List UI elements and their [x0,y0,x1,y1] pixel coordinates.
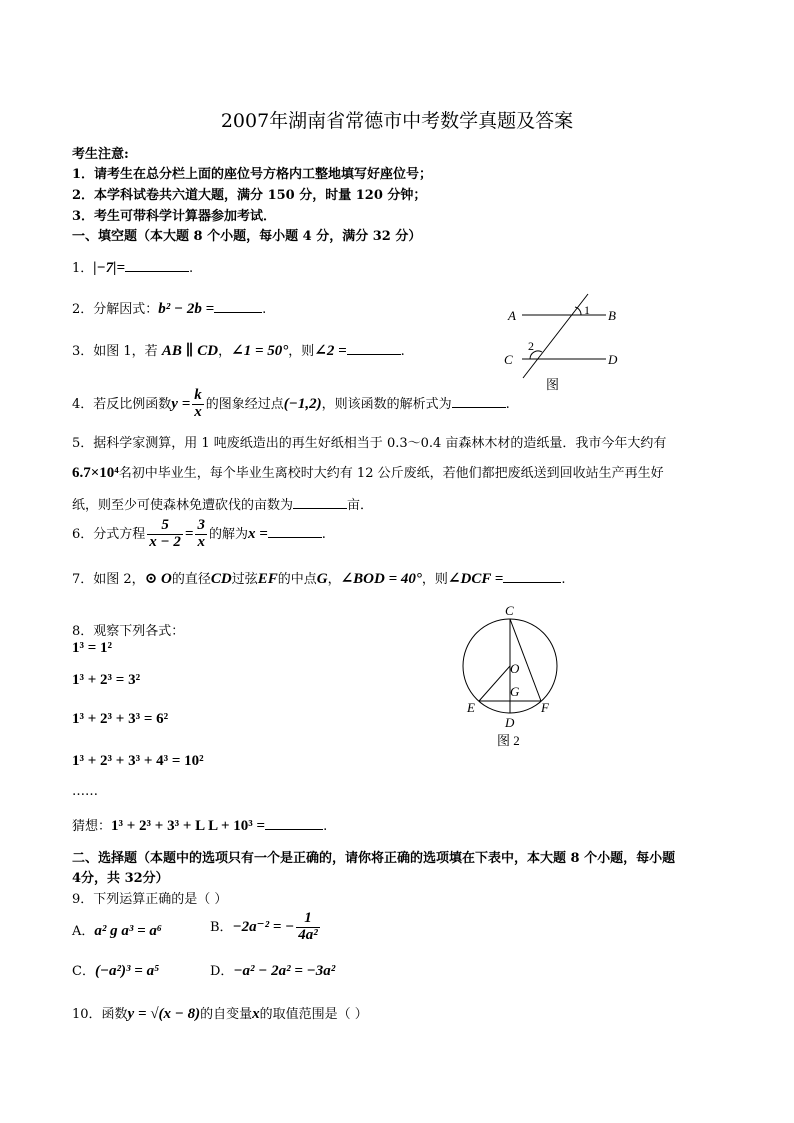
q7-ef: EF [257,571,278,587]
q7-g: G [316,571,328,587]
q2-text: 2．分解因式： [72,302,159,317]
question-6 [72,518,326,551]
q9-c-label: C． [72,964,95,979]
q10-text: 10．函数 [72,1007,128,1022]
figure-2-caption: 图 2 [497,733,520,748]
q9-option-b [210,911,322,944]
q5-text-2: 名初中毕业生，每个毕业生离校时大约有 12 公斤废纸，若他们都把废纸送到回收站生产再生好 [118,466,664,481]
q7-tail: . [561,572,566,587]
q9-option-c [72,960,159,980]
q4-text-3: ，则该函数的解析式为 [321,396,452,412]
question-1 [72,257,193,277]
q9-d-label: D． [210,964,234,979]
q6-fraction-2 [195,518,207,551]
q7-circle: ⊙ O [144,571,172,587]
label-angle-2: 2 [528,339,534,353]
q6-tail: . [321,526,326,542]
label-d2: D [505,715,515,730]
q9-stem: 9．下列运算正确的是（ ） [72,892,228,907]
question-2 [72,298,266,318]
q6-text: 6．分式方程 [72,526,146,542]
q5-text-3: 纸，则至少可使森林免遭砍伐的亩数为 [72,498,294,513]
q7-answer-blank [503,570,561,583]
q7-cd: CD [210,571,232,587]
q8-line-1: 1³ = 1² [72,640,113,656]
q5-line-1: 5．据科学家测算，用 1 吨废纸造出的再生好纸相当于 0.3～0.4 亩森林木材的造纸量．我市今年大约有 [72,436,667,451]
q8-dots: …… [72,784,98,799]
q6-f1-numerator: 5 [147,518,183,535]
label-c2: C [505,603,514,618]
q3-parallel: AB ∥ CD [161,343,219,359]
q4-tail: . [505,396,510,412]
q4-numerator: k [194,387,202,403]
label-angle-1: 1 [584,303,590,317]
q8-answer-blank [265,817,323,830]
q10-tail: 的取值范围是（ ） [259,1007,368,1022]
q9-b-fraction [296,911,320,944]
notice-item-2: 2．本学科试卷共六道大题，满分 150 分，时量 120 分钟； [72,188,427,203]
q5-line-2 [72,462,664,482]
q5-tail: 亩． [347,498,374,513]
notice-heading: 考生注意: [72,147,129,162]
q7-text: 7．如图 2， [72,572,145,587]
q6-fraction-1 [147,518,183,551]
label-g: G [510,684,520,699]
angle1-arc [575,307,581,315]
q5-answer-blank [293,496,347,509]
q7-text-5: ，则 [421,572,448,587]
q6-answer-blank [268,525,322,538]
q8-line-3: 1³ + 2³ + 3³ = 6² [72,711,169,727]
q8-line-2: 1³ + 2³ = 3² [72,672,141,688]
q6-text-2: 的解为 [208,526,248,542]
q9-d-expr: −a² − 2a² = −3a² [233,963,336,979]
q8-guess-expr: 1³ + 2³ + 3³ + L L + 10³ = [111,818,266,834]
label-b: B [608,308,616,323]
q9-b-label: B． [210,919,233,935]
q3-angle1: ∠1 = 50° [231,343,289,359]
question-7 [72,568,566,588]
label-a: A [508,308,516,323]
q8-guess [72,815,327,835]
q3-answer-blank [347,342,401,355]
figure-2 [455,600,575,750]
q9-b-denominator: 4a² [298,926,318,943]
figure-1 [500,290,630,395]
q10-expression: y = √(x − 8) [127,1006,201,1022]
q1-tail: . [189,261,194,276]
label-f: F [541,700,549,715]
q9-a-expr: a² g a³ = a⁶ [94,923,163,939]
q7-text-4: 的中点 [277,572,317,587]
q7-sep: ， [327,572,341,587]
q4-fraction [192,388,204,421]
label-o: O [510,661,520,676]
q7-text-2: 的直径 [171,572,211,587]
q6-equals: = [184,525,194,542]
page-title: 2007年湖南省常德市中考数学真题及答案 [220,110,574,132]
q9-b-numerator: 1 [296,911,320,928]
q1-number: 1． [72,261,94,276]
q6-x: x = [247,525,268,542]
q8-tail: . [323,819,328,834]
q3-tail: . [400,344,405,359]
section1-heading: 一、填空题（本大题 8 个小题，每小题 4 分，满分 32 分） [72,229,422,244]
notice-item-1: 1．请考生在总分栏上面的座位号方格内工整地填写好座位号； [72,167,433,182]
transversal [523,294,588,378]
q9-option-d [210,960,335,980]
segment-oe [479,666,510,701]
q9-b-expr: −2a⁻² = − [232,918,295,935]
q3-sep: ， [218,344,232,359]
label-e: E [467,700,475,715]
q4-point: (−1,2) [283,395,322,412]
q2-answer-blank [214,300,262,313]
q4-answer-blank [452,395,506,408]
q9-c-expr: (−a²)³ = a⁵ [94,963,160,979]
question-10 [72,1003,368,1023]
q6-f2-denominator: x [197,533,205,550]
q3-angle2: ∠2 = [314,343,347,359]
question-4 [72,388,510,421]
q9-a-label: A． [72,924,95,939]
q6-f1-denominator: x − 2 [149,533,181,550]
q1-expression: |−7|= [93,260,126,276]
q6-f2-numerator: 3 [197,517,205,533]
q2-tail: . [262,302,267,317]
q10-x: x [252,1006,260,1022]
q8-intro: 8．观察下列各式： [72,624,185,639]
q3-text: 3．如图 1，若 [72,344,158,359]
label-c: C [504,352,513,367]
section2-heading-1: 二、选择题（本题中的选项只有一个是正确的，请你将正确的选项填在下表中，本大题 8 个小题，每小题 [72,851,676,866]
q9-option-a [72,920,162,940]
section2-heading-2: 4分，共 32分） [72,871,169,886]
question-3 [72,340,405,360]
q3-then: ，则 [288,344,315,359]
q1-answer-blank [125,259,189,272]
q4-denominator: x [194,403,202,420]
q8-guess-label: 猜想： [72,819,112,834]
q8-line-4: 1³ + 2³ + 3³ + 4³ = 10² [72,753,204,769]
q7-text-3: 过弦 [231,572,258,587]
q7-angle: ∠BOD = 40° [340,571,422,587]
q4-text-2: 的图象经过点 [205,396,284,412]
figure-1-caption: 图 [546,377,560,392]
q5-line-3 [72,494,373,513]
notice-item-3: 3．考生可带科学计算器参加考试． [72,209,277,224]
q5-students: 6.7×10⁴ [72,465,119,481]
q4-text: 4．若反比例函数 [72,396,172,412]
q10-text-2: 的自变量 [200,1007,253,1022]
q2-expression: b² − 2b = [158,301,215,317]
q4-lhs: y = [171,395,191,412]
q7-answer-expr: ∠DCF = [447,571,504,587]
label-d: D [608,352,618,367]
